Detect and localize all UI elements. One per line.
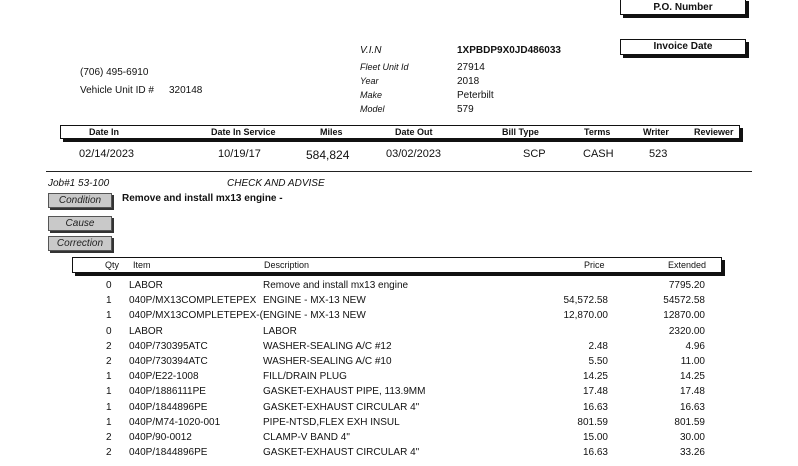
summary-values	[0, 148, 798, 164]
header-date-out: Date Out	[395, 127, 433, 137]
correction-button[interactable]: Correction	[48, 236, 112, 251]
value-date-in-service: 10/19/17	[218, 148, 261, 160]
row-item: 040P/730394ATC	[129, 356, 208, 367]
row-item: 040P/730395ATC	[129, 340, 208, 352]
invoice-date-label: Invoice Date	[653, 41, 713, 52]
vehicle-unit-label: Vehicle Unit ID #	[80, 85, 154, 96]
row-description: FILL/DRAIN PLUG	[263, 371, 347, 383]
value-bill-type: SCP	[523, 148, 546, 160]
header-terms: Terms	[584, 127, 611, 137]
model-value: 579	[457, 104, 474, 115]
row-item: 040P/1886111PE	[129, 386, 206, 398]
row-price: 54,572.58	[563, 295, 608, 307]
row-qty: 1	[106, 295, 112, 307]
vin-value: 1XPBDP9X0JD486033	[457, 45, 561, 56]
row-qty: 1	[106, 416, 112, 428]
header-reviewer: Reviewer	[694, 127, 734, 137]
row-item: LABOR	[129, 280, 163, 291]
row-price: 15.00	[582, 432, 608, 443]
po-number-label: P.O. Number	[653, 2, 713, 13]
row-item: 040P/M74-1020-001	[129, 416, 221, 428]
row-description: ENGINE - MX-13 NEW	[263, 310, 366, 322]
vin-label: V.I.N	[360, 45, 382, 56]
row-description: GASKET-EXHAUST PIPE, 113.9MM	[263, 386, 426, 398]
row-extended: 17.48	[679, 386, 705, 398]
row-extended: 14.25	[679, 371, 705, 383]
row-extended: 16.63	[679, 401, 705, 413]
items-header-qty: Qty	[105, 260, 120, 270]
header-writer: Writer	[643, 127, 669, 137]
row-extended: 11.00	[680, 356, 705, 367]
row-extended: 33.26	[679, 447, 705, 459]
row-qty: 2	[106, 447, 112, 459]
row-extended: 4.96	[685, 340, 705, 352]
row-item: 040P/E22-1008	[129, 371, 199, 383]
table-row	[0, 432, 798, 447]
row-qty: 2	[106, 340, 112, 352]
row-qty: 1	[106, 386, 112, 398]
phone-number: (706) 495-6910	[80, 67, 149, 78]
year-label: Year	[360, 76, 379, 86]
row-extended: 12870.00	[663, 310, 705, 322]
row-item: 040P/90-0012	[129, 432, 192, 443]
summary-header	[60, 125, 740, 139]
table-row	[0, 386, 798, 401]
divider	[46, 171, 752, 172]
row-qty: 1	[106, 401, 112, 413]
invoice-date-box	[620, 39, 746, 55]
items-header-description: Description	[264, 260, 310, 270]
value-terms: CASH	[583, 148, 614, 160]
items-header-extended: Extended	[668, 260, 707, 270]
row-description: WASHER-SEALING A/C #12	[263, 340, 392, 352]
table-row	[0, 356, 798, 371]
header-date-in: Date In	[89, 127, 120, 137]
table-row	[0, 310, 798, 325]
row-description: WASHER-SEALING A/C #10	[263, 356, 392, 367]
row-price: 16.63	[582, 447, 608, 459]
table-row	[0, 326, 798, 341]
make-label: Make	[360, 90, 383, 100]
row-price: 16.63	[582, 401, 608, 413]
row-description: GASKET-EXHAUST CIRCULAR 4"	[263, 447, 420, 459]
value-miles: 584,824	[306, 148, 350, 162]
row-price: 12,870.00	[563, 310, 608, 322]
row-item: LABOR	[129, 325, 163, 337]
table-row	[0, 417, 798, 432]
year-value: 2018	[457, 76, 480, 87]
items-header	[72, 257, 722, 273]
row-description: CLAMP-V BAND 4"	[263, 432, 350, 443]
row-description: LABOR	[263, 325, 297, 337]
header-date-in-service: Date In Service	[211, 127, 276, 137]
job-number: Job#1 53-100	[48, 178, 110, 189]
row-qty: 2	[106, 356, 112, 367]
row-price: 5.50	[588, 356, 608, 367]
table-row	[0, 402, 798, 417]
items-header-price: Price	[584, 260, 605, 270]
table-row	[0, 447, 798, 462]
table-row	[0, 280, 798, 295]
fleet-unit-value: 27914	[457, 62, 485, 73]
row-price: 17.48	[582, 386, 608, 398]
condition-button[interactable]: Condition	[48, 193, 112, 208]
po-number-box	[620, 0, 746, 15]
value-writer: 523	[649, 148, 668, 160]
row-description: GASKET-EXHAUST CIRCULAR 4"	[263, 401, 420, 413]
row-description: ENGINE - MX-13 NEW	[263, 295, 366, 307]
row-price: 2.48	[588, 340, 608, 352]
table-row	[0, 341, 798, 356]
row-price: 14.25	[582, 371, 608, 383]
row-description: PIPE-NTSD,FLEX EXH INSUL	[263, 416, 400, 428]
row-extended: 30.00	[679, 432, 705, 443]
row-price: 801.59	[577, 416, 608, 428]
row-extended: 7795.20	[668, 280, 705, 291]
row-item: 040P/1844896PE	[129, 401, 208, 413]
row-qty: 0	[106, 325, 112, 337]
row-qty: 2	[106, 432, 112, 443]
make-value: Peterbilt	[457, 90, 494, 101]
condition-text: Remove and install mx13 engine -	[122, 193, 283, 204]
row-description: Remove and install mx13 engine	[263, 280, 409, 291]
header-miles: Miles	[320, 127, 343, 137]
row-item: 040P/MX13COMPLETEPEX	[129, 295, 257, 307]
vehicle-unit-value: 320148	[169, 85, 203, 96]
row-item: 040P/1844896PE	[129, 447, 208, 459]
value-date-in: 02/14/2023	[79, 148, 135, 160]
value-date-out: 03/02/2023	[386, 148, 442, 160]
job-title: CHECK AND ADVISE	[227, 178, 325, 189]
cause-button[interactable]: Cause	[48, 216, 112, 231]
row-extended: 54572.58	[663, 295, 705, 307]
row-qty: 1	[106, 371, 112, 383]
table-row	[0, 371, 798, 386]
row-extended: 801.59	[674, 416, 705, 428]
fleet-unit-label: Fleet Unit Id	[360, 62, 409, 72]
model-label: Model	[360, 104, 385, 114]
table-row	[0, 295, 798, 310]
row-qty: 1	[106, 310, 112, 322]
row-qty: 0	[106, 280, 112, 291]
row-item: 040P/MX13COMPLETEPEX-(	[129, 310, 263, 322]
items-header-item: Item	[133, 260, 151, 270]
header-bill-type: Bill Type	[502, 127, 539, 137]
row-extended: 2320.00	[668, 325, 705, 337]
